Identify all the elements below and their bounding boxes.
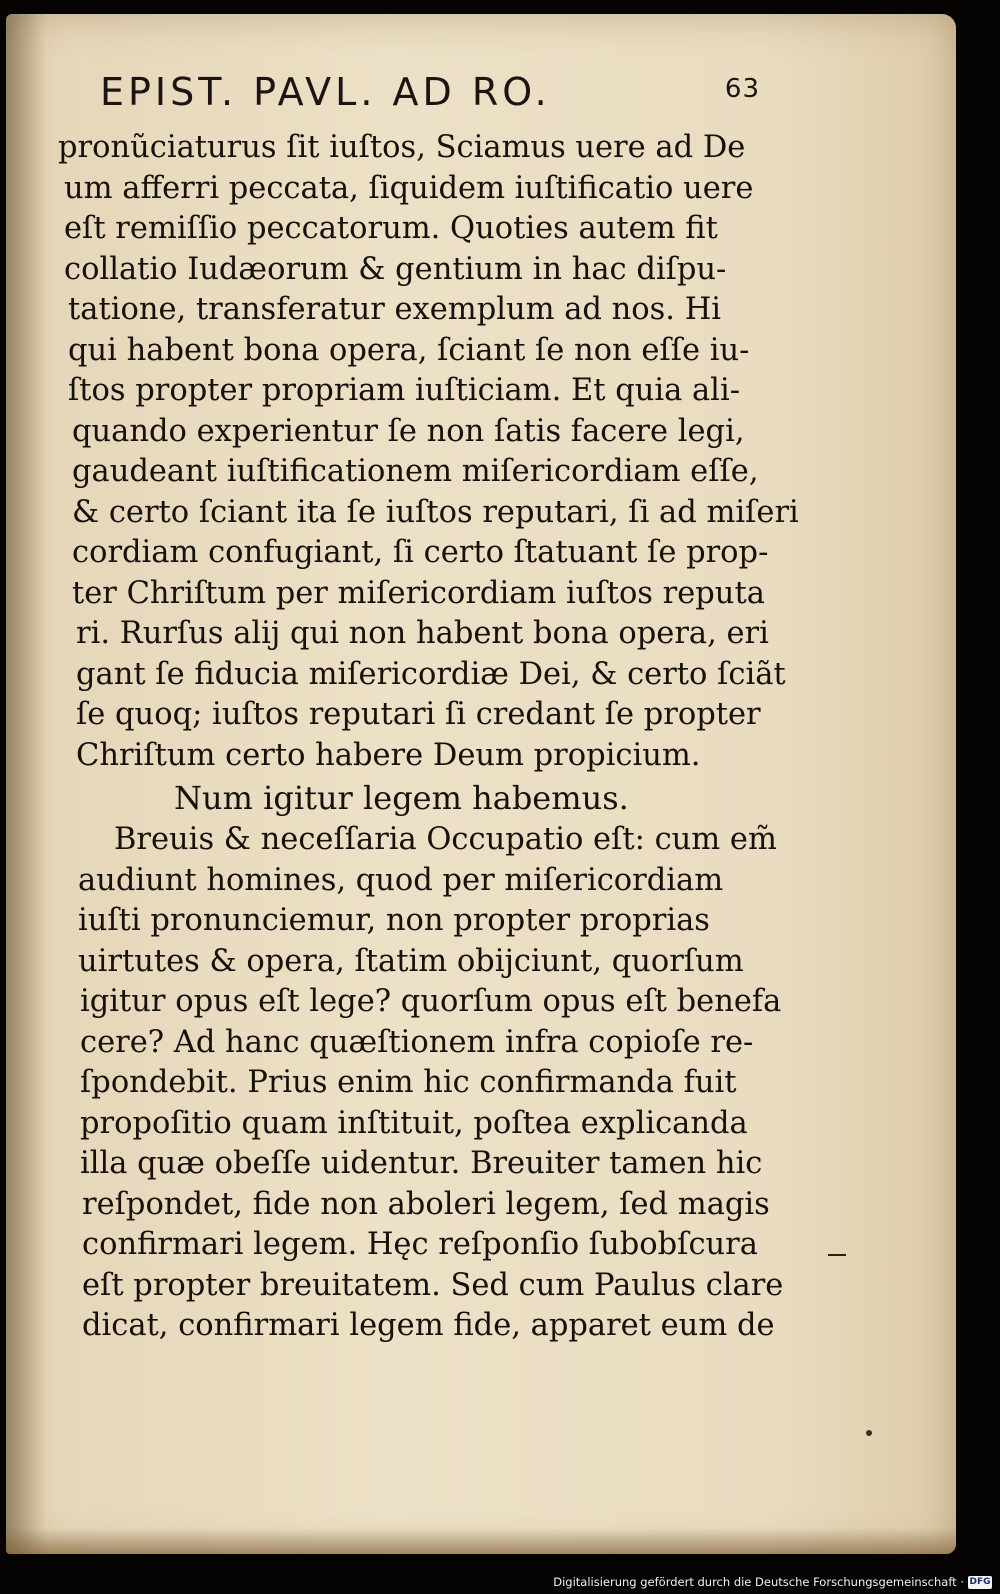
- text-line: quando experientur ſe non ſatis facere legi,: [72, 413, 745, 449]
- digitization-credit: [553, 1572, 992, 1592]
- text-line: cere? Ad hanc quæſtionem infra copioſe re-: [80, 1024, 754, 1060]
- text-line: pronũciaturus ſit iuſtos, Sciamus uere ad De: [58, 130, 746, 165]
- text-line: Chriſtum certo habere Deum propicium.: [76, 737, 701, 773]
- text-line: tatione, transferatur exemplum ad nos. Hi: [68, 292, 722, 327]
- paper-speck: [866, 1430, 872, 1436]
- text-line: igitur opus eſt lege? quorſum opus eſt benefa: [80, 984, 782, 1019]
- margin-mark: [828, 1254, 846, 1256]
- text-line: propoſitio quam inſtituit, poſtea explicanda: [80, 1105, 748, 1141]
- page-number: 63: [724, 74, 760, 104]
- text-line: dicat, confirmari legem fide, apparet eum de: [82, 1308, 775, 1343]
- body-text: [58, 128, 818, 1347]
- text-line: eſt propter breuitatem. Sed cum Paulus clare: [82, 1267, 784, 1303]
- text-line: Breuis & neceſſaria Occupatio eſt: cum em̃: [114, 822, 777, 857]
- text-line: ri. Rurſus alij qui non habent bona opera, eri: [76, 616, 769, 651]
- text-line: uirtutes & opera, ſtatim obijciunt, quorſum: [78, 943, 744, 979]
- text-line: audiunt homines, quod per miſericordiam: [78, 862, 724, 898]
- text-line: ſtos propter propriam iuſticiam. Et quia ali-: [68, 373, 740, 408]
- dfg-logo: DFG: [969, 1576, 991, 1587]
- text-line: gaudeant iuſtificationem miſericordiam eſſe,: [72, 454, 759, 489]
- text-line: cordiam confugiant, ſi certo ſtatuant ſe prop-: [72, 535, 769, 570]
- text-line: eſt remiſſio peccatorum. Quoties autem fit: [64, 211, 718, 246]
- text-line: ter Chriſtum per miſericordiam iuſtos reputa: [72, 575, 765, 611]
- running-head-title: EPIST. PAVL. AD RO.: [100, 70, 551, 114]
- text-line: um afferri peccata, ſiquidem iuſtificatio uere: [64, 170, 754, 206]
- gutter-shadow: [6, 14, 46, 1554]
- text-line: & certo ſciant ita ſe iuſtos reputari, ſi ad miſeri: [72, 494, 799, 530]
- credit-text: Digitalisierung gefördert durch die Deutsche Forschungsgemeinschaft ·: [553, 1575, 964, 1589]
- text-line: reſpondet, fide non aboleri legem, ſed magis: [82, 1186, 770, 1222]
- running-head: [100, 70, 760, 130]
- text-line: confirmari legem. Hęc reſponſio ſubobſcura: [82, 1227, 758, 1262]
- text-line: gant ſe fiducia miſericordiæ Dei, & certo ſciãt: [76, 656, 786, 692]
- text-line: ſpondebit. Prius enim hic confirmanda fuit: [80, 1065, 737, 1100]
- section-heading: Num igitur legem habemus.: [174, 779, 629, 817]
- text-line: collatio Iudæorum & gentium in hac diſpu-: [64, 251, 727, 287]
- text-line: qui habent bona opera, ſciant ſe non eſſe iu-: [68, 332, 750, 368]
- text-line: iuſti pronunciemur, non propter proprias: [78, 903, 710, 938]
- page-bottom-edge: [6, 1528, 956, 1554]
- text-line: illa quæ obeſſe uidentur. Breuiter tamen hic: [80, 1146, 763, 1181]
- text-line: ſe quoq; iuſtos reputari ſi credant ſe propter: [76, 697, 761, 732]
